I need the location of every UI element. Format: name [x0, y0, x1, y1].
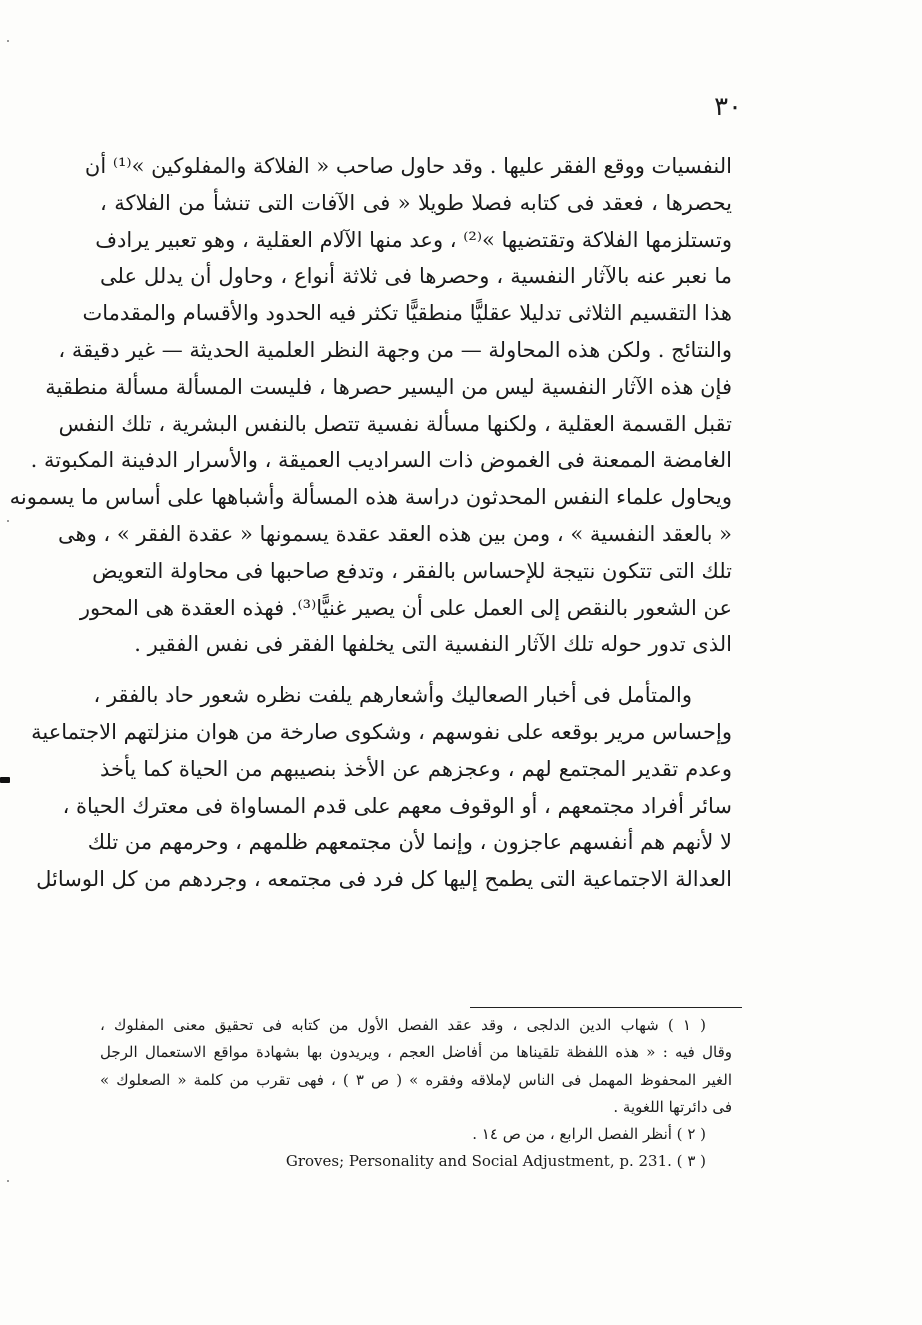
text-line: ويحاول علماء النفس المحدثون دراسة هذه المسألة وأشباهها على أساس ما يسمونه — [9, 485, 732, 510]
edge-speck — [7, 40, 9, 42]
text-line: لا لأنهم هم أنفسهم عاجزون ، وإنما لأن مجتمعهم ظلمهم ، وحرمهم من تلك — [87, 830, 732, 855]
text-line: سائر أفراد مجتمعهم ، أو الوقوف معهم على قدم المساواة فى معترك الحياة ، — [62, 793, 732, 818]
footnote-1-line: ( ١ ) شهاب الدين الدلجى ، وقد عقد الفصل الأول من كتابه فى تحقيق معنى المفلوك ، — [100, 1016, 707, 1034]
text-line: الغامضة الممعنة فى الغموض ذات السراديب العميقة ، والأسرار الدفينة المكبوتة . — [30, 448, 732, 473]
edge-speck — [7, 1180, 9, 1182]
footnote-2: ( ٢ ) أنظر الفصل الرابع ، من ص ١٤ . — [472, 1125, 706, 1144]
text-line: والنتائج . ولكن هذه المحاولة — من وجهة النظر العلمية الحديثة — غير دقيقة ، — [58, 337, 732, 362]
edge-speck — [7, 520, 9, 522]
text-line: وإحساس مرير بوقعه على نفوسهم ، وشكوى صارخة من هوان منزلتهم الاجتماعية — [31, 719, 732, 744]
margin-mark — [0, 777, 10, 783]
text-line: هذا التقسيم الثلاثى تدليلا عقليًّا منطقيًّا تكثر فيه الحدود والأقسام والمقدمات — [82, 301, 732, 326]
text-line: النفسيات ووقع الفقر عليها . وقد حاول صاحب « الفلاكة والمفلوكين »⁽¹⁾ أن — [84, 154, 732, 178]
footnote-rule — [470, 1007, 742, 1008]
page-number: ٣٠ — [714, 92, 742, 122]
footnote-3: Groves; Personality and Social Adjustment, p. 231. ( ٣ ) — [285, 1152, 706, 1171]
text-line: ما نعبر عنه بالآثار النفسية ، وحصرها فى ثلاثة أنواع ، وحاول أن يدلل على — [100, 264, 732, 289]
text-line: العدالة الاجتماعية التى يطمح إليها كل فرد فى مجتمعه ، وجردهم من كل الوسائل — [36, 867, 732, 892]
text-line: وعدم تقدير المجتمع لهم ، وعجزهم عن الأخذ بنصيبهم من الحياة كما يأخذ — [100, 756, 732, 781]
text-line: تلك التى تتكون نتيجة للإحساس بالفقر ، وتدفع صاحبها فى محاولة التعويض — [92, 558, 732, 583]
text-line: فإن هذه الآثار النفسية ليس من اليسير حصرها ، فليست المسألة مسألة منطقية — [45, 374, 732, 399]
footnotes — [100, 1012, 732, 1176]
text-line: وتستلزمها الفلاكة وتقتضيها »⁽²⁾ ، وعد منها الآلام العقلية ، وهو تعبير يرادف — [95, 227, 732, 252]
footnote-1-line: وقال فيه : « هذه اللفظة تلقيناها من أفاضل العجم ، ويريدون بها بشهادة مواقع الاستعمال الرجل — [100, 1043, 732, 1062]
main-text — [9, 148, 732, 898]
text-line: والمتأمل فى أخبار الصعاليك وأشعارهم يلفت نظره شعور حاد بالفقر ، — [93, 683, 692, 708]
text-line: « بالعقد النفسية » ، ومن بين هذه العقد عقدة يسمونها « عقدة الفقر » ، وهى — [58, 521, 732, 546]
text-line: الذى تدور حوله تلك الآثار النفسية التى يخلفها الفقر فى نفس الفقير . — [134, 632, 732, 657]
text-line: عن الشعور بالنقص إلى العمل على أن يصير غنيًّا⁽³⁾. فهذه العقدة هى المحور — [79, 595, 732, 620]
text-line: يحصرها ، فعقد فى كتابه فصلا طويلا « فى الآفات التى تنشأ من الفلاكة ، — [100, 190, 732, 215]
text-line: تقبل القسمة العقلية ، ولكنها مسألة نفسية تتصل بالنفس البشرية ، تلك النفس — [58, 411, 732, 436]
footnote-1-line: الغير المحفوظ المهمل فى الناس لإملاقه وفقره » ( ص ٣ ) ، فهى تقرب من كلمة « الصعلوك » — [100, 1070, 732, 1089]
footnote-1-line: فى دائرتها اللغوية . — [613, 1097, 732, 1116]
